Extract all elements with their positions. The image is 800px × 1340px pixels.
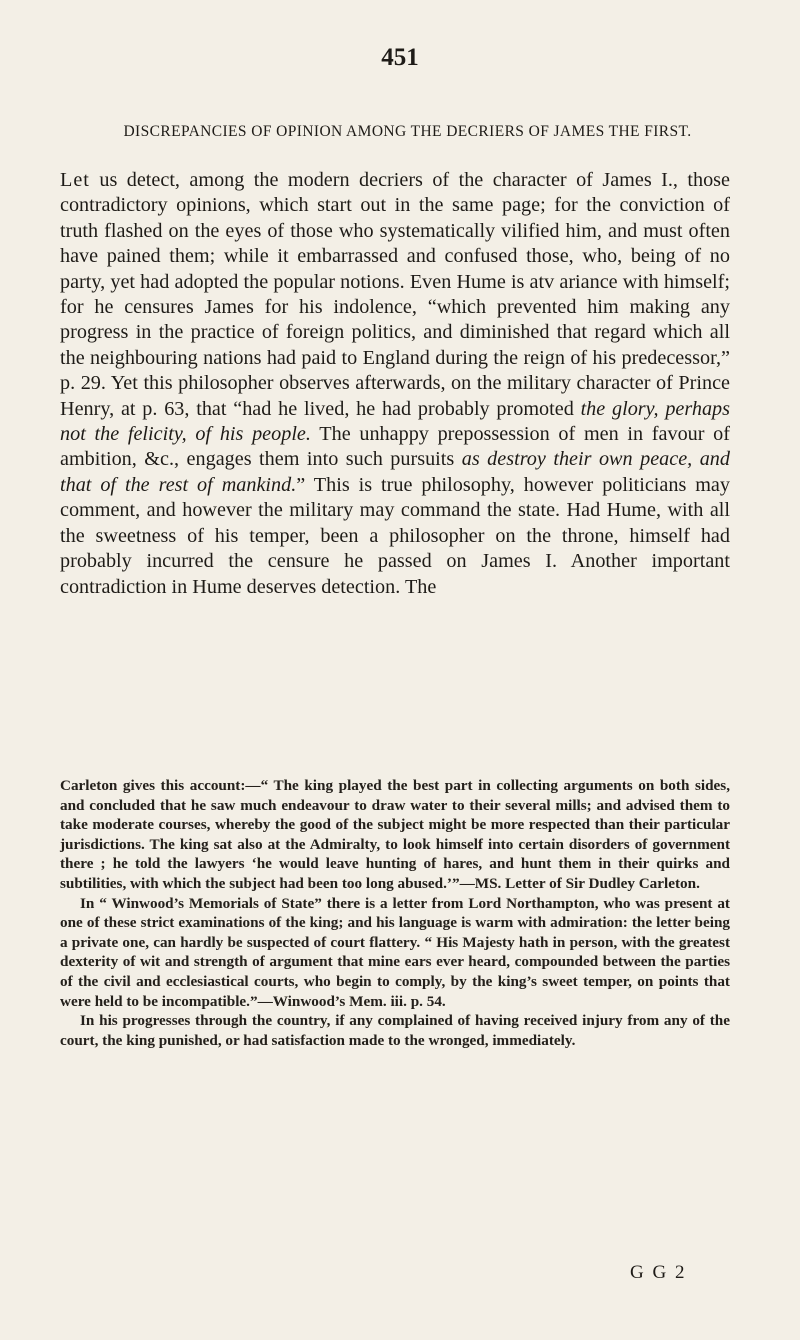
- body-text-segment: ” This is true philosophy, however politicians may comment, and however the military may command the state. Had Hume, with all the sweetness of his temper, been a philosopher on the throne, himself had probably incurred the censure he passed on James I. Another important contradiction in Hume deserves detection. The: [60, 473, 730, 598]
- chapter-heading: DISCREPANCIES OF OPINION AMONG THE DECRIERS OF JAMES THE FIRST.: [123, 123, 692, 140]
- drop-word: Let: [60, 169, 90, 191]
- footnote-paragraph: Carleton gives this account:—“ The king played the best part in collecting arguments on both sides, and concluded that he saw much endeavour to draw water to their several mills; and advised them to take moderate courses, whereby the good of the subject might be more respected than their particular jurisdictions. The king sat also at the Admiralty, to look himself into certain disorders of government there ; he told the lawyers ‘he would leave hunting of hares, and hunt them in their quirks and subtilities, with which the subject had been too long abused.’”—MS. Letter of Sir Dudley Carleton.: [60, 777, 730, 892]
- signature-mark: G G 2: [630, 1262, 687, 1283]
- body-italic-quote: the glory, perhaps not the felicity, of his people.: [60, 397, 730, 446]
- body-text-segment: The unhappy prepossession of men in favour of ambition, &c., engages them into such pursuits: [60, 423, 730, 471]
- footnote-paragraph: In his progresses through the country, if any complained of having received injury from any of the court, the king punished, or had satisfaction made to the wronged, immediately.: [60, 1012, 730, 1049]
- footnotes: [60, 776, 730, 1050]
- page-number: 451: [381, 44, 419, 71]
- body-text-segment: us detect, among the modern decriers of the character of James I., those contradictory opinions, which start out in the same page; for the conviction of truth flashed on the eyes of those who systematically vilified him, and must often have pained them; while it embarrassed and confused those, who, being of no party, yet had adopted the popular notions. Even Hume is atv ariance with himself; for he censures James for his indolence, “which prevented him making any progress in the practice of foreign politics, and diminished that regard which all the neighbouring nations had paid to England during the reign of his predecessor,” p. 29. Yet this philosopher observes afterwards, on the military character of Prince Henry, at p. 63, that “had he lived, he had probably promoted: [60, 169, 730, 420]
- main-text: [60, 168, 730, 600]
- body-italic-quote: as destroy their own peace, and that of the rest of mankind.: [60, 448, 730, 496]
- footnote-paragraph: In “ Winwood’s Memorials of State” there is a letter from Lord Northampton, who was present at one of these strict examinations of the king; and his language is warm with admiration: the letter being a private one, can hardly be suspected of court flattery. “ His Majesty hath in person, with the greatest dexterity of wit and strength of argument that mine ears ever heard, compounded between the parties of the civil and ecclesiastical courts, who begin to comply, by the king’s sweet temper, on points that were held to be incompatible.”—Winwood’s Mem. iii. p. 54.: [60, 894, 730, 1010]
- body-paragraph: [60, 168, 730, 600]
